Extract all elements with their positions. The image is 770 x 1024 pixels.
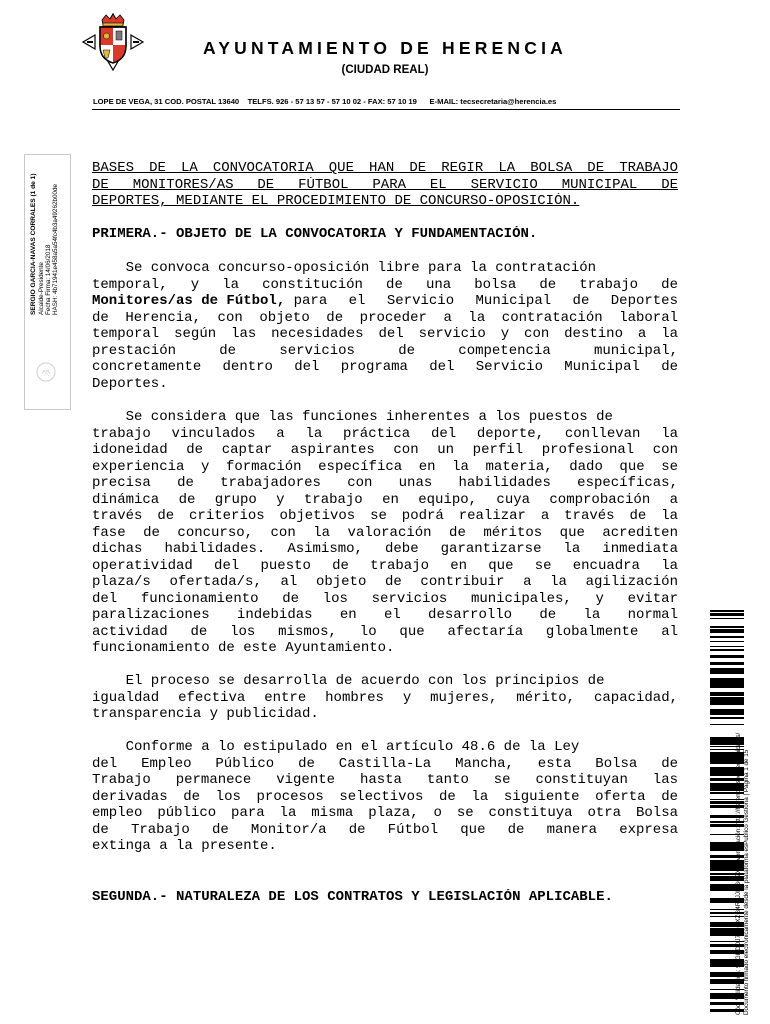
paragraph-line: extinga a la presente. [92, 838, 277, 854]
paragraph-line: El proceso se desarrolla de acuerdo con los principios de [92, 673, 605, 689]
barcode-bar [710, 668, 744, 670]
verification-code-text: Cód. Validación: 9KGHDDJ7ZLGXZG4R9JJMGG7XJ | Verificación: http://herencia.sedelectronica.es/ [735, 732, 742, 1015]
paragraph-line: transparencia y publicidad. [92, 706, 319, 722]
signer-role: Alcalde-Presidente [38, 262, 45, 315]
header-divider [92, 109, 680, 110]
barcode-bar [710, 672, 744, 674]
paragraph-line: temporal según las necesidades del servicio y con destino a la [92, 326, 678, 342]
barcode-bar [710, 610, 744, 612]
paragraph-line: experiencia y formación específica en la materia, dado que se [92, 458, 678, 475]
paragraph-line: paralizaciones indebidas en el desarrollo de la normal [92, 607, 678, 623]
signature-stamp [24, 154, 71, 410]
paragraph-line: operatividad del puesto de trabajo en que se encuadra la [92, 557, 678, 574]
barcode-bar [710, 615, 744, 616]
barcode-bar [710, 685, 744, 688]
coat-of-arms-logo [80, 12, 146, 72]
paragraph-line: trabajo vinculados a la práctica del deporte, conllevan la [92, 425, 678, 442]
paragraph-line: Se convoca concurso-oposición libre para la contratación [92, 260, 597, 276]
paragraph-line: precisa de trabajadores con unas habilidades específicas, [92, 475, 678, 491]
barcode-bar [710, 700, 744, 702]
barcode-bar [710, 709, 744, 712]
header-title: AYUNTAMIENTO DE HERENCIA [203, 38, 567, 58]
signature-date: Fecha Firma: 14/06/2018 [45, 244, 52, 315]
barcode-bar [710, 692, 744, 695]
barcode-bar [710, 646, 744, 647]
barcode-bar [710, 697, 744, 699]
barcode-bar [710, 704, 744, 705]
barcode-bar [710, 650, 744, 651]
barcode-bar [710, 629, 744, 632]
barcode-bar [710, 613, 744, 615]
paragraph-line: través de criterios objetivos se podrá realizar a través de la [92, 508, 678, 524]
paragraph-line: plaza/s ofertada/s, al objeto de contribuir a la agilización [92, 574, 678, 590]
barcode-bar [710, 636, 744, 638]
paragraph-line: Se considera que las funciones inherentes a los puestos de [92, 409, 613, 425]
paragraph-line: derivadas de los procesos selectivos de la siguiente oferta de [92, 788, 678, 805]
barcode-bar [710, 678, 744, 679]
paragraph-line: del funcionamiento de los servicios municipales, y evitar [92, 590, 678, 607]
section-heading-segunda: SEGUNDA.- NATURALEZA DE LOS CONTRATOS Y LEGISLACIÓN APLICABLE. [92, 889, 613, 905]
paragraph-line: prestación de servicios de competencia municipal, [92, 342, 678, 359]
document-title-line: DE MONITORES/AS DE FÚTBOL PARA EL SERVICIO MUNICIPAL DE [92, 176, 678, 193]
barcode-bar [710, 695, 744, 696]
barcode-bar [710, 679, 744, 682]
paragraph-line: Deportes. [92, 375, 168, 392]
barcode-bar [710, 714, 744, 715]
document-title-line: DEPORTES, MEDIANTE EL PROCEDIMIENTO DE CONCURSO-OPOSICIÓN. [92, 193, 580, 209]
paragraph-line: igualdad efectiva entre hombres y mujeres, mérito, capacidad, [92, 689, 678, 706]
barcode-bar [710, 649, 744, 650]
paragraph-line: temporal, y la constitución de una bolsa de trabajo de [92, 276, 678, 293]
document-title-line: BASES DE LA CONVOCATORIA QUE HAN DE REGIR LA BOLSA DE TRABAJO [92, 160, 678, 176]
section-heading-primera: PRIMERA.- OBJETO DE LA CONVOCATORIA Y FUNDAMENTACIÓN. [92, 226, 538, 242]
barcode-bar [710, 670, 744, 672]
barcode-bar [710, 618, 744, 619]
paragraph-line: de Herencia, con objeto de proceder a la contratación laboral [92, 309, 678, 326]
barcode-bar [710, 662, 744, 665]
barcode-bar [710, 699, 744, 700]
paragraph-line: dinámica de grupo y trabajo en equipo, cuya comprobación a [92, 491, 678, 508]
paragraph-line: idoneidad de captar aspirantes con un perfil profesional con [92, 442, 678, 458]
seal-watermark-icon [34, 360, 58, 384]
paragraph-line: del Empleo Público de Castilla-La Mancha, esta Bolsa de [92, 755, 678, 772]
barcode-bar [710, 724, 744, 725]
header-address: LOPE DE VEGA, 31 COD. POSTAL 13640 TELFS. 926 - 57 13 57 - 57 10 02 - FAX: 57 10 19 E-MAIL: tecsecretaria@herencia.es [93, 97, 557, 106]
barcode-bar [710, 702, 744, 704]
paragraph-line [92, 293, 678, 310]
bold-phrase: Monitores/as de Fútbol, [92, 293, 286, 309]
paragraph-line: empleo público para la misma plaza, o se constituya otra Bolsa [92, 805, 678, 821]
signer-name: SERGIO GARCIA-NAVAS CORRALES (1 de 1) [30, 173, 37, 315]
barcode-bar [710, 712, 744, 714]
paragraph-line: funcionamiento de este Ayuntamiento. [92, 640, 395, 656]
paragraph-line: fase de concurso, con la valoración de méritos que acrediten [92, 524, 678, 541]
platform-signature-text: Documento firmado electrónicamente desde la plataforma esPublico Gestiona | Página 1 de 15 [743, 749, 750, 1015]
barcode-bar [710, 641, 744, 642]
barcode-bar [710, 717, 744, 719]
paragraph-line: concretamente dentro del programa del Servicio Municipal de [92, 359, 678, 375]
paragraph-line: actividad de los mismos, lo que afectaría globalmente al [92, 623, 678, 640]
barcode-bar [710, 626, 744, 628]
paragraph-line: dichas habilidades. Asimismo, debe garantizarse la inmediata [92, 541, 678, 557]
barcode-bar [710, 682, 744, 685]
paragraph-line: Trabajo permanece vigente hasta tanto se constituyan las [92, 772, 678, 788]
header-subtitle: (CIUDAD REAL) [341, 64, 429, 76]
paragraph-line-rest: para el Servicio Municipal de Deportes [293, 293, 678, 309]
barcode-bar [710, 655, 744, 658]
paragraph-line: de Trabajo de Monitor/a de Fútbol que de manera expresa [92, 821, 678, 838]
signature-hash: HASH: 4b71941e458a5a54fc4b3a49262b00de [52, 184, 59, 315]
barcode-bar [710, 632, 744, 633]
paragraph-line: Conforme a lo estipulado en el artículo 48.6 de la Ley [92, 739, 580, 755]
